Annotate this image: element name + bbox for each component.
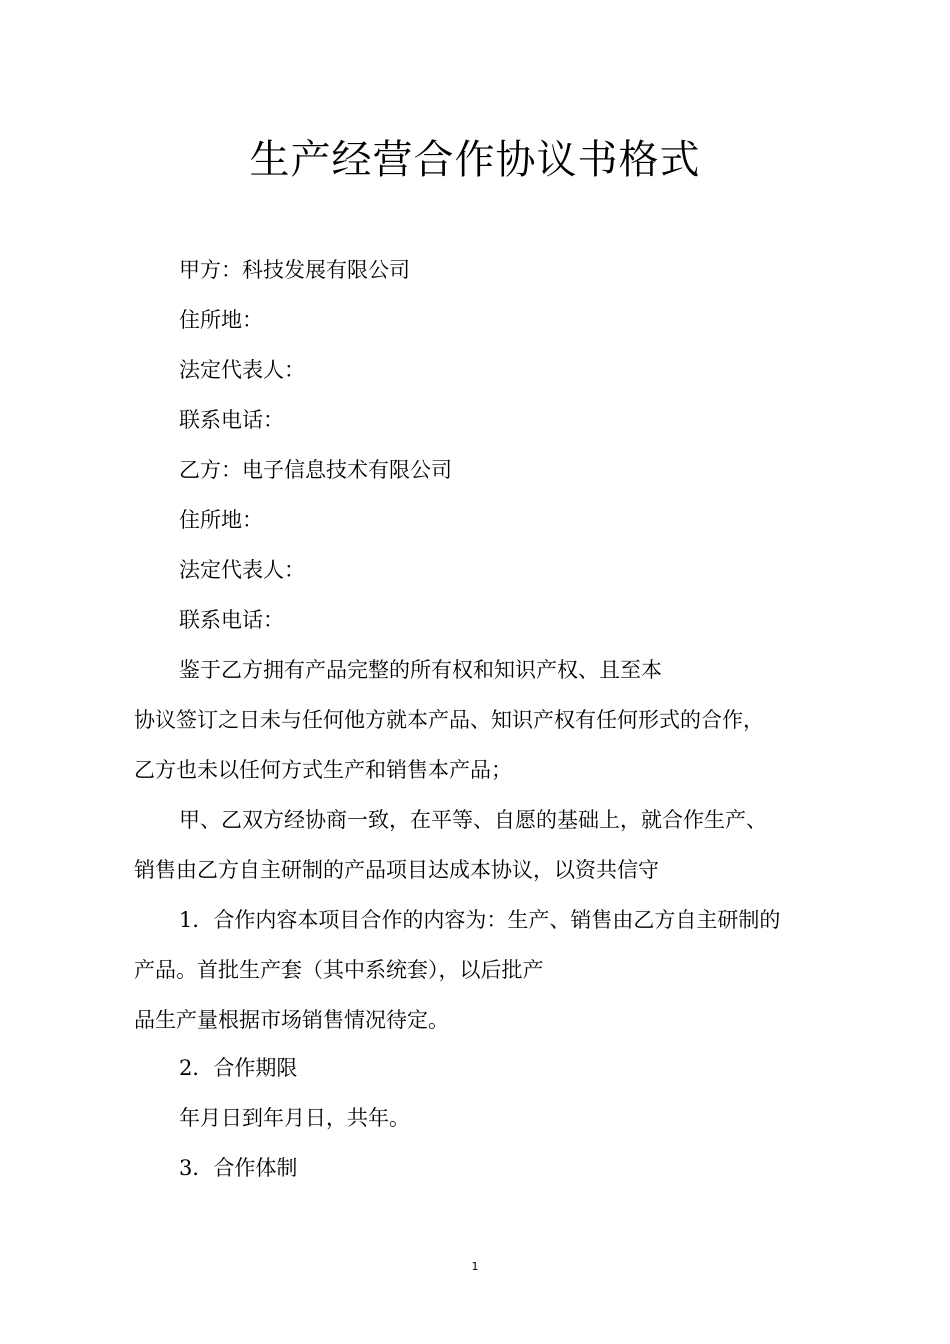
clause-1-line-2: 产品。首批生产套（其中系统套），以后批产	[134, 958, 544, 982]
page-number: 1	[471, 1260, 479, 1273]
party-b-representative-label: 法定代表人：	[179, 558, 305, 582]
clause-1-line-3: 品生产量根据市场销售情况待定。	[134, 1008, 449, 1032]
document-title: 生产经营合作协议书格式	[249, 137, 701, 183]
clause-2-heading: 2．合作期限	[179, 1056, 298, 1080]
clause-2-text: 年月日到年月日，共年。	[179, 1106, 410, 1130]
clause-1-line-1: 1．合作内容本项目合作的内容为：生产、销售由乙方自主研制的	[179, 908, 781, 932]
party-b-phone-label: 联系电话：	[179, 608, 284, 632]
recital-1-line-2: 协议签订之日未与任何他方就本产品、知识产权有任何形式的合作，	[134, 708, 764, 732]
party-b-name: 乙方：电子信息技术有限公司	[179, 458, 452, 482]
party-a-representative-label: 法定代表人：	[179, 358, 305, 382]
recital-2-line-2: 销售由乙方自主研制的产品项目达成本协议，以资共信守	[134, 858, 659, 882]
party-a-address-label: 住所地：	[179, 308, 263, 332]
party-a-phone-label: 联系电话：	[179, 408, 284, 432]
recital-1-line-3: 乙方也未以任何方式生产和销售本产品；	[134, 758, 512, 782]
recital-1-line-1: 鉴于乙方拥有产品完整的所有权和知识产权、且至本	[179, 658, 662, 682]
recital-2-line-1: 甲、乙双方经协商一致，在平等、自愿的基础上，就合作生产、	[179, 808, 767, 832]
clause-3-heading: 3．合作体制	[179, 1156, 298, 1180]
party-b-address-label: 住所地：	[179, 508, 263, 532]
party-a-name: 甲方：科技发展有限公司	[179, 258, 410, 282]
